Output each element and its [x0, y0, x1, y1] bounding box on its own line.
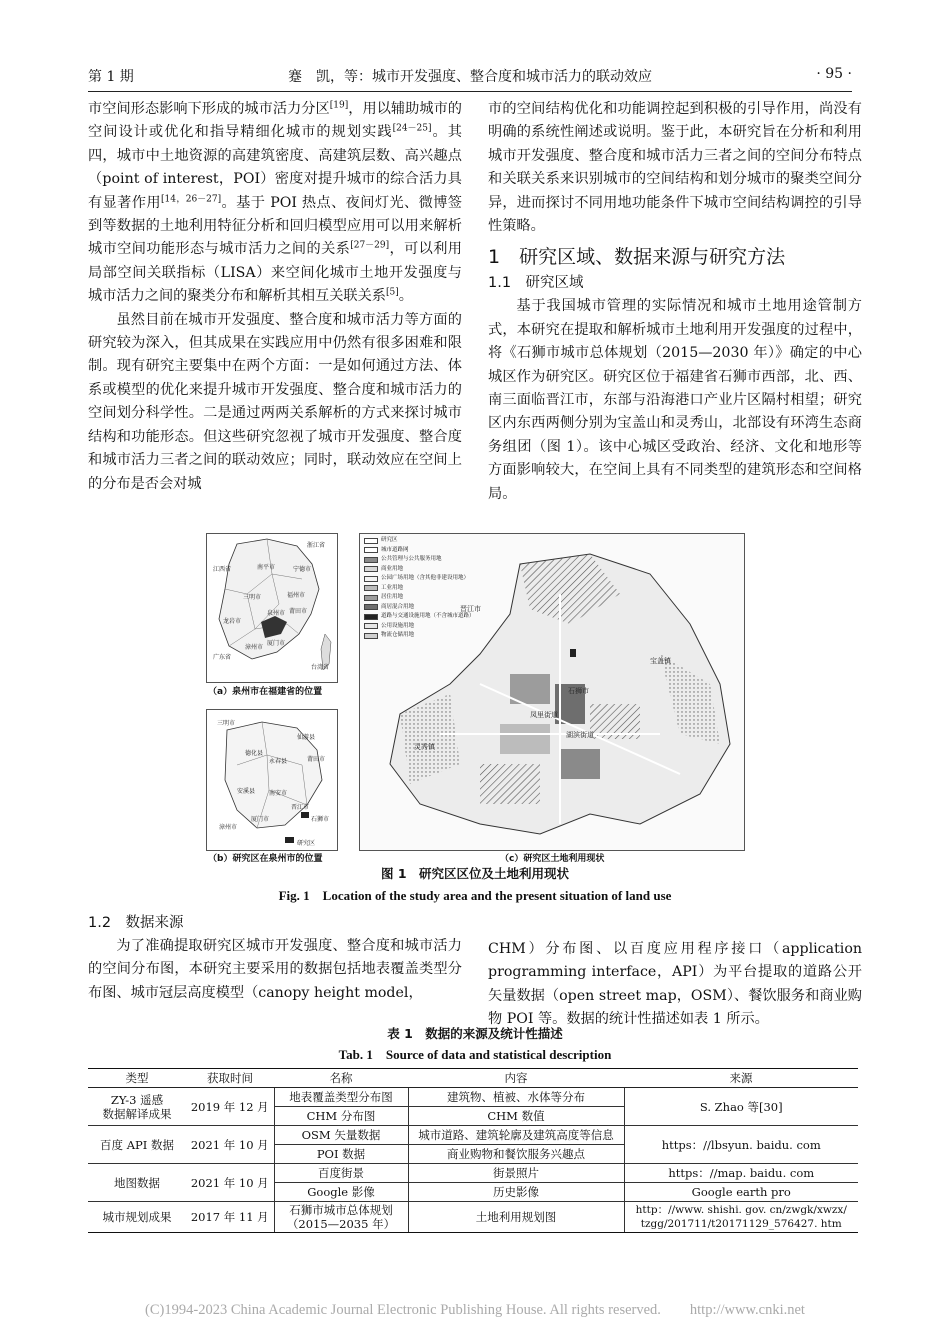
- legend-swatch: [364, 557, 378, 563]
- running-header: [88, 66, 852, 86]
- legend-label: 研究区: [381, 537, 398, 543]
- col-header-source: 来源: [624, 1069, 858, 1088]
- legend-item: [364, 612, 475, 622]
- subsection-heading-1-1: 1.1 研究区域: [488, 275, 584, 292]
- legend-item: [364, 584, 475, 594]
- table-row: 城市规划成果 2017 年 11 月 石狮市城市总体规划 （2015—2035 年） 土地利用规划图 http：//www. shishi. gov. cn/zwgk/xwzx/ tzgg/201711/t20171129_576427. htm: [88, 1202, 858, 1233]
- table-caption-en: Tab. 1 Source of data and statistical description: [338, 1047, 612, 1062]
- legend-item: [364, 593, 475, 603]
- left-column-top: [88, 98, 462, 496]
- legend-swatch: [364, 604, 378, 610]
- legend-label: 道路与交通设施用地（不含城市道路）: [381, 613, 475, 619]
- legend-label: 工业用地: [381, 584, 404, 591]
- data-source-table: [88, 1068, 858, 1233]
- legend-swatch: [364, 538, 378, 544]
- col-header-time: 获取时间: [186, 1069, 274, 1088]
- figure-caption-cn: 图 1 研究区区位及土地利用现状: [380, 866, 570, 881]
- header-rule: [88, 91, 852, 92]
- table-header-row: [88, 1069, 858, 1088]
- right-column-bottom: [488, 938, 862, 1032]
- table-caption-cn: 表 1 数据的来源及统计性描述: [387, 1026, 563, 1041]
- panel-b-quanzhou-map: 三明市 德化县 永春县 安溪县 南安市 仙游县 莆田市 晋江市 厦门市 漳州市 石狮市 研究区: [206, 709, 338, 851]
- col-header-type: 类型: [88, 1069, 186, 1088]
- figure-caption-en: Fig. 1 Location of the study area and the present situation of land use: [278, 888, 672, 903]
- col-header-name: 名称: [274, 1069, 408, 1088]
- legend-item: [364, 536, 475, 546]
- paragraph-left-1: 虽然目前在城市开发强度、整合度和城市活力等方面的研究较为深入，但其成果在实践应用中仍然有很多困难和限制。现有研究主要集中在两个方面：一是如何通过方法、体系或模型的优化来提升城市开发强度、整合度和城市活力的空间划分科学性。二是通过两两关系解析的方式来探讨城市结构和功能形态。但这些研究忽视了城市开发强度、整合度和城市活力三者之间的联动效应；同时，联动效应在空间上的分布是否会对城: [88, 311, 462, 492]
- legend-swatch: [364, 585, 378, 591]
- paragraph-left-2: 为了准确提取研究区城市开发强度、整合度和城市活力的空间分布图，本研究主要采用的数据包括地表覆盖类型分布图、城市冠层高度模型（canopy height model，: [88, 938, 462, 1001]
- legend-item: [364, 546, 475, 556]
- legend-item: [364, 574, 475, 584]
- legend-item: [364, 622, 475, 632]
- running-title: 蹇 凯，等：城市开发强度、整合度和城市活力的联动效应: [288, 69, 652, 85]
- table-row: 地图数据 2021 年 10 月 百度街景 街景照片 https：//map. baidu. com: [88, 1164, 858, 1183]
- legend-label: 商居混合用地: [381, 603, 415, 610]
- legend-swatch: [364, 576, 378, 582]
- paragraph-left-0: 市空间形态影响下形成的城市活力分区[19]，用以辅助城市的空间设计或优化和指导精细化城市的规划实践[24－25]。其四，城市中土地资源的高建筑密度、高建筑层数、高兴趣点（point of interest，POI）密度对提升城市的综合活力具有显著作用[14，26－27]。基于 POI 热点、夜间灯光、微博签到等数据的土地利用特征分析和回归模型应用可以用来解析城市空间功能形态与城市活力之间的关系[27－29]，可以利用局部空间关联指标（LISA）来空间化城市土地开发强度与城市活力之间的聚类分布和解析其相互关联关系[5]。: [88, 100, 462, 305]
- legend-label: 公园广场用地（含其他非建设用地）: [381, 575, 470, 581]
- legend-item: [364, 603, 475, 613]
- legend-swatch: [364, 566, 378, 572]
- left-column-bottom: [88, 912, 462, 1005]
- legend-swatch: [364, 623, 378, 629]
- panel-b-label: （b）研究区在泉州市的位置: [208, 854, 323, 864]
- legend-label: 居住用地: [381, 594, 404, 600]
- panel-c-label: （c）研究区土地利用现状: [500, 854, 605, 864]
- paragraph-right-1: 基于我国城市管理的实际情况和城市土地用途管制方式，本研究在提取和解析城市土地利用开发强度的过程中，将《石狮市城市总体规划（2015—2030 年）》确定的中心城区作为研究区。研究区位于福建省石狮市西部，北、西、南三面临晋江市，东部与沿海港口产业片区隔村相望；研究区内东西两侧分别为宝盖山和灵秀山，北部设有环湾生态商务组团（图 1）。该中心城区受政治、经济、文化和地形等方面影响较大，在空间上具有不同类型的建筑形态和空间格局。: [488, 298, 862, 502]
- table-row: 百度 API 数据 2021 年 10 月 OSM 矢量数据 城市道路、建筑轮廓及建筑高度等信息 https：//lbsyun. baidu. com: [88, 1126, 858, 1145]
- right-column-top: [488, 98, 862, 506]
- legend-label: 商业用地: [381, 565, 404, 572]
- legend-item: [364, 565, 475, 575]
- legend-label: 城市道路网: [381, 546, 409, 553]
- section-heading-1: 1 研究区域、数据来源与研究方法: [488, 246, 786, 269]
- landuse-legend: [364, 536, 475, 641]
- col-header-content: 内容: [408, 1069, 624, 1088]
- copyright-footer: (C)1994-2023 China Academic Journal Electronic Publishing House. All rights reserved. http://www.cnki.net: [145, 1302, 805, 1318]
- legend-label: 公共管理与公共服务用地: [381, 556, 442, 562]
- table-row: POI 数据 商业购物和餐饮服务兴趣点: [88, 1145, 858, 1164]
- paragraph-right-2: CHM）分布图、以百度应用程序接口（application programming interface，API）为平台提取的道路公开矢量数据（open street map，OSM）、餐饮服务和商业购物 POI 等。数据的统计性描述如表 1 所示。: [488, 941, 862, 1028]
- legend-swatch: [364, 547, 378, 553]
- panel-a-fujian-map: 江西省 浙江省 南平市 宁德市 三明市 福州市 莆田市 龙岩市 泉州市 厦门市 漳州市 广东省 台湾省: [206, 533, 338, 683]
- legend-item: [364, 555, 475, 565]
- legend-label: 公用设施用地: [381, 622, 415, 629]
- panel-a-label: （a）泉州市在福建省的位置: [208, 687, 323, 697]
- table-row: CHM 分布图 CHM 数值: [88, 1107, 858, 1126]
- page-number: · 95 ·: [816, 66, 852, 82]
- legend-swatch: [364, 614, 378, 620]
- legend-label: 物流仓储用地: [381, 632, 415, 638]
- subsection-heading-1-2: 1.2 数据来源: [88, 915, 184, 931]
- legend-swatch: [364, 595, 378, 601]
- legend-swatch: [364, 633, 378, 639]
- issue-number: 第 1 期: [88, 69, 134, 85]
- panel-c-landuse-map: 晋江市 宝盖镇 石狮市 凤里街道 灵秀镇 湖滨街道: [359, 533, 745, 851]
- paragraph-right-0: 市的空间结构优化和功能调控起到积极的引导作用，尚没有明确的系统性阐述或说明。鉴于此，本研究旨在分析和利用城市开发强度、整合度和城市活力三者之间的空间分布特点和关联关系来识别城市的空间结构和划分城市的聚类空间分异，进而探讨不同用地功能条件下城市空间结构调控的引导性策略。: [488, 101, 862, 235]
- table-row: ZY-3 遥感 数据解译成果 2019 年 12 月 地表覆盖类型分布图 建筑物、植被、水体等分布 S. Zhao 等[30]: [88, 1088, 858, 1107]
- legend-item: [364, 631, 475, 641]
- table-row: Google 影像 历史影像 Google earth pro: [88, 1183, 858, 1202]
